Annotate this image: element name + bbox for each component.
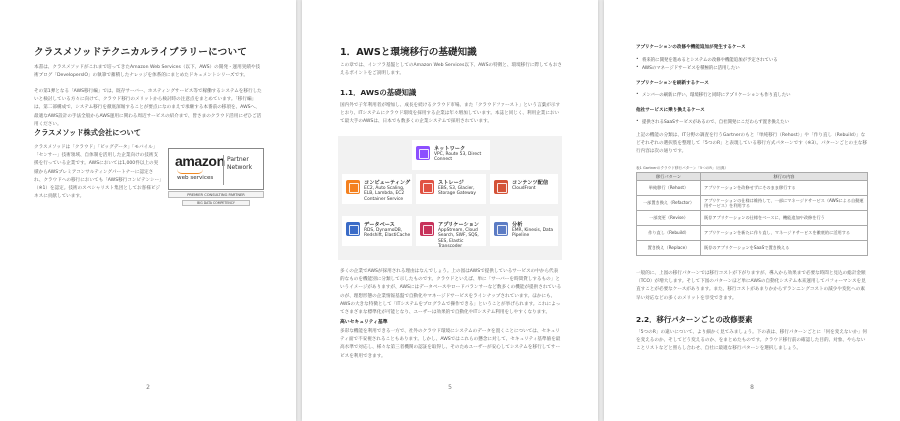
case-bullet: • 提供されるSaaSサービスがあるので、自社開発にこだわらず置き換えたい [642, 119, 789, 125]
page-number: 5 [448, 384, 452, 391]
security-paragraph: 多彩な機能を利用できる一方で、社外のクラウド環境にシステムのデータを置くことについては、セキュリティ面で不安視されることもあります。しかし、AWSではこれらの懸念に対して、セキュリティ基準値を最高水準で対応し、様々な第三者機関の認証を取得し、そのためユーザーが安心してシステムを移行してサービスを利用できます。 [340, 329, 561, 359]
service-network: ネットワーク VPC, Route 53, Direct Connect [412, 140, 490, 170]
application-icon [420, 222, 434, 236]
table-row: 一部変更（Revise） 既存アプリケーションの仕様をベースに、機能追加や改修を行う [637, 211, 868, 226]
page-number: 2 [146, 384, 150, 391]
compute-icon [346, 180, 360, 194]
subheading: 高いセキュリティ基準 [340, 320, 388, 325]
aws-services-diagram [338, 136, 562, 260]
document-page-2 [0, 0, 296, 421]
chapter-intro: この章では、インフラ基盤としてのAmazon Web Services以下、AWSの特徴と、環境移行に際してもおさえるポイントをご説明します。 [340, 63, 563, 77]
table-row: 置き換え（Replace） 既存のアプリケーションをSaaSで置き換える [637, 241, 868, 256]
table-row: 作り直し（Rebuild） アプリケーションを新たに作り直し、マネージドサービスを徹底的に活用する [637, 226, 868, 241]
case-heading: 他社サービスに乗り換えるケース [636, 108, 705, 113]
case-bullet: • メンバーの刷新に伴い、環境移行と同時にアプリケーションも作り直したい [642, 92, 791, 98]
section-paragraph: 国内外で子年利用者が増加し、成長を続けるクラウド市場。また「クラウドファースト」という言葉が示すとおり、ITシステムにクラウド環境を採用する企業は年々増加しています。本誌と同じく、利用企業において最大手のAWSは、日本でも数多くの企業システムで採用されています。 [340, 103, 561, 125]
service-application: アプリケーション AppStream, Cloud Search, SWF, SQS, SES, Elastic Transcoder [416, 216, 486, 246]
table-row: 単純移行（Rehost） アプリケーションを改修せずにそのまま移行する [637, 181, 868, 196]
table-header: 移行の内容 [701, 173, 868, 181]
document-page-5 [302, 0, 598, 421]
migration-pattern-table [636, 172, 868, 256]
section-heading: 2.2．移行パターンごとの改修要素 [636, 315, 753, 324]
table-row: 一部置き換え（Refactor） アプリケーションの仕様は維持して、一部にマネージドサービス（AWSによる自動運用サービス）を利用する [637, 196, 868, 211]
analytics-icon [494, 222, 508, 236]
storage-icon [420, 180, 434, 194]
section-heading: 1.1．AWSの基礎知識 [340, 88, 417, 97]
amazon-smile-icon [177, 169, 203, 174]
body-paragraph: 多くの企業でAWSが採用される理由はなんでしょう。上の図はAWSで提供しているサービスの中から代表的なものを機能別に分類して示したものです。クラウドといえば、単に「サーバーを時間貸しするもの」というイメージがありますが、AWSにはデータベースやロードバランサーなど数多くの機能が提供されているのが、理想形態の企業情報基盤で自動化やマネージドサービスをラインナップされています。ほかにも、AWSの大きな特徴として「ITシステムをプログラムで操作できる」ということが挙げられます。これによってさまざまな標準化が可能となり、ユーザーは効果的で自動化やITシステム利用をしやすくなります。 [340, 269, 562, 316]
service-storage: ストレージ EBS, S3, Glacier, Storage Gateway [416, 174, 486, 204]
section-heading: クラスメソッド株式会社について [34, 128, 141, 137]
badge-divider [223, 155, 224, 185]
chapter-title: 1．AWSと環境移行の基礎知識 [340, 47, 477, 58]
table-header: 移行パターン [637, 173, 701, 181]
patterns-paragraph: 上記の機能の分類は、IT分野の調査を行うGartnerのもと「単純移行（Rehost）」や「作り直し（Rebuild）」などそれぞれの選択肢を整理して「5つのR」と表現している移行方式パターンです（※3）。パターンごとの主な移行内容は次の通りです。 [636, 133, 867, 155]
case-heading: アプリケーションを刷新するケース [636, 81, 709, 86]
aws-logo-sub: web services [177, 175, 214, 181]
service-content-delivery: コンテンツ配信 CloudFront [490, 174, 558, 204]
document-page-8 [604, 0, 900, 421]
body-paragraph: その第1弾となる「AWS移行編」では、既存サーバー、ホスティングサービス等で稼働するシステムを移行したいと検討している方々に向けて、クラウド移行のメリットから検討時の注意点をまとめています。「移行編」は、第二部構成で、システム移行を徹底深堀することが要点になのまえで承継する本番前の移項を、AWSへ、最適なAWS設計の手法全般からAWS運用に関わる周辺サービスの紹介まで、皆さまのクラウド活用にぜひご活用ください。 [34, 89, 262, 127]
aws-partner-badge [168, 148, 264, 190]
premier-partner-label: PREMIER CONSULTING PARTNER [168, 191, 264, 198]
network-icon [416, 146, 430, 160]
competency-label: BIG DATA COMPETENCY [182, 200, 250, 206]
explanation-paragraph: 一般的に、上図の移行パターンでは移行コストが下がりますが、導入から効果まで必要な時間と見込の総計金額（TCO）が増大します。そして下図のパターンほど単にAWSの自動化システム本来運用してパフォーマンスを見直すことが必要なケースがあります。また、移行コストがあまりかからずランニングコストの減少や変化への素早い対応などの多くのメリットを享受できます。 [636, 271, 866, 301]
service-database: データベース RDS, DynamoDB, Redshift, ElastiCache [342, 216, 412, 246]
service-analytics: 分析 EMR, Kinesis, Data Pipeline [490, 216, 558, 246]
aws-logo-text: amazon [175, 153, 225, 169]
table-caption: 表1 Gartnerのクラウド移行パターン「5つのR」（出典） [636, 166, 729, 170]
partner-network-label: Partner Network [227, 156, 253, 171]
section-paragraph: 「5つのR」の違いについて、より細かく見てみましょう。下の表は、移行パターンごとに「何を変えないか」何を変えるのか、そしてどう変えるのか、をまとめたものです。クラウド移行前の確認した目的、対象、やらないことリストなどと照らし合わせ、自社に最適な移行パターンを選択しましょう。 [636, 330, 867, 352]
content-delivery-icon [494, 180, 508, 194]
case-heading: アプリケーションの改修や機能追加が発生するケース [636, 45, 746, 50]
company-paragraph: クラスメソッドは「クラウド」「ビッグデータ」「モバイル」「センサー」技術領域、自体制を活用した企業向けの技術支援を行っている企業です。AWSにおいては1,000件以上の実績からAWSプレミアコンサルティングパートナーに認定され、クラウドへの移行においても「AWS移行コンピテンシー」（※1）を認定。技術のスペシャリスト集団としてお客様ビジネスに貢献しています。 [34, 145, 162, 200]
intro-paragraph: 本書は、クラスメソッドがこれまで培ってきたAmazon Web Services（以下、AWS）の開発・運用実績や技術ブログ「DevelopersIO」の執筆で蓄積したナレッジを体系的にまとめたドキュメントシリーズです。 [34, 65, 261, 79]
page-number: 8 [750, 384, 754, 391]
page-title: クラスメソッドテクニカルライブラリーについて [34, 47, 248, 58]
service-compute: コンピューティング EC2, Auto Scaling, ELB, Lambda, EC2 Container Service [342, 174, 412, 204]
case-bullet: • 将来的に開発を進めるとシステムの改修や機能追加が予定されている [642, 57, 778, 63]
case-bullet: • AWSのマネージドサービスを積極的に活用したい [642, 65, 740, 71]
database-icon [346, 222, 360, 236]
